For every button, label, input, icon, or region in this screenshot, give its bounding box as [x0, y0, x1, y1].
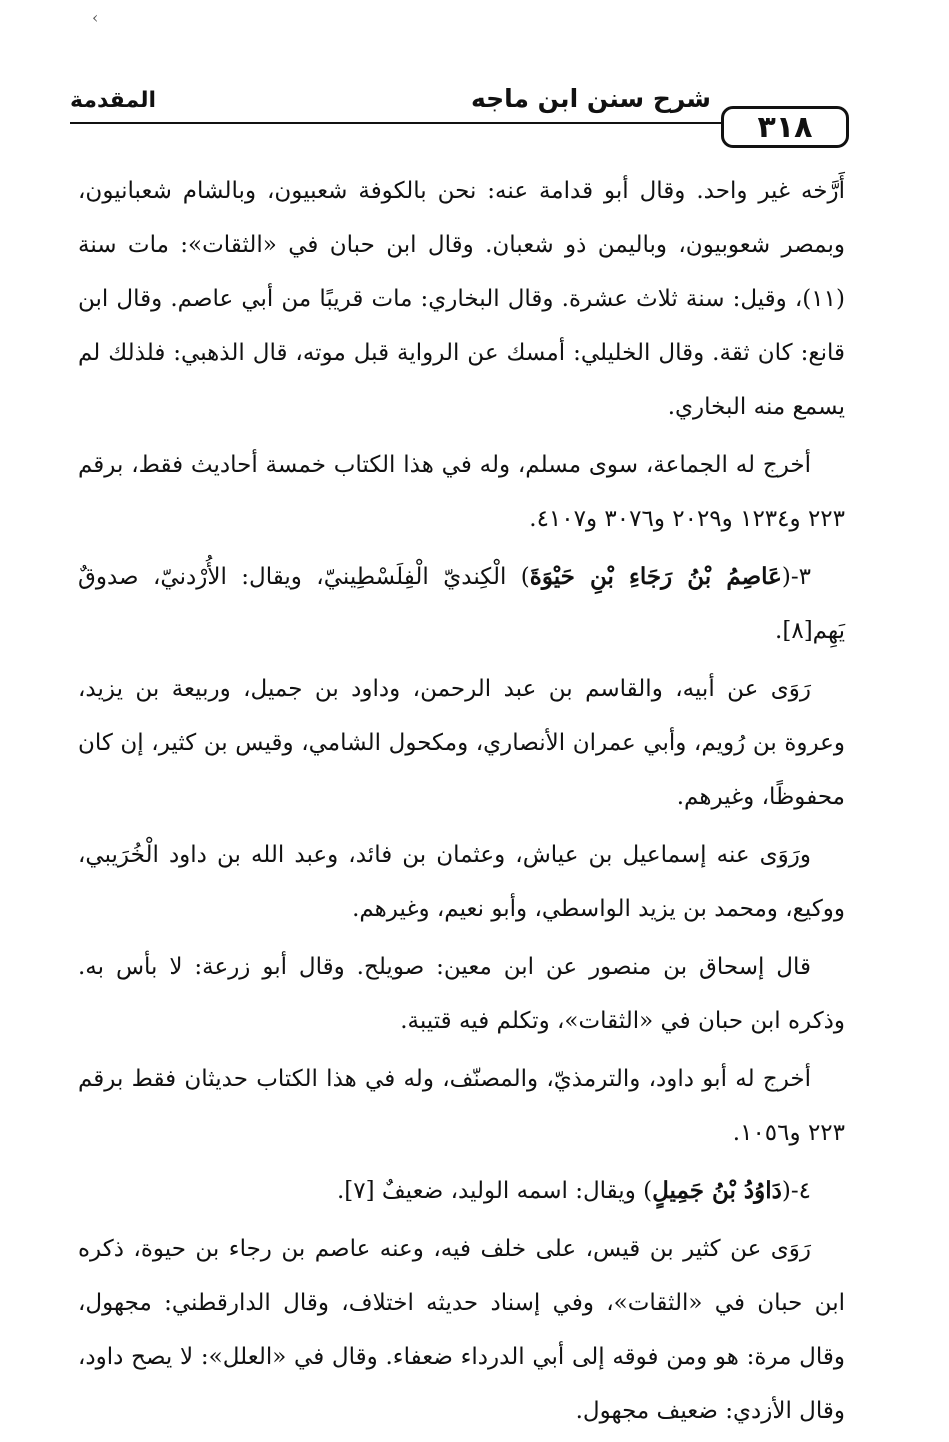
paragraph-4: رَوَى عن أبيه، والقاسم بن عبد الرحمن، وداود بن جميل، وربيعة بن يزيد، وعروة بن رُويم، وأبي عمران الأنصاري، ومكحول الشامي، وقيس بن كثير، إن كان محفوظًا، وغيرهم.: [78, 676, 845, 810]
scan-mark: ‹: [92, 8, 99, 27]
page-body: [78, 164, 845, 1442]
paragraph-2: أخرج له الجماعة، سوى مسلم، وله في هذا الكتاب خمسة أحاديث فقط، برقم ٢٢٣ و١٢٣٤ و٢٠٢٩ و٣٠٧٦ و٤١٠٧.: [78, 452, 845, 532]
entry-3-number: ٣-(: [781, 564, 812, 590]
entry-4-name: دَاوُدُ بْنُ جَمِيلٍ: [652, 1177, 782, 1204]
page-header: [70, 70, 849, 150]
page-number: ٣١٨: [721, 106, 849, 148]
entry-4-number: ٤-(: [781, 1178, 811, 1204]
book-title: شرح سنن ابن ماجه: [470, 84, 711, 113]
paragraph-9: رَوَى عن كثير بن قيس، على خلف فيه، وعنه عاصم بن رجاء بن حيوة، ذكره ابن حبان في «الثقات»، وفي إسناد حديثه اختلاف، وقال الدارقطني: مجهول، وقال مرة: هو ومن فوقه إلى أبي الدرداء ضعفاء. وقال في «العلل»: لا يصح داود، وقال الأزدي: ضعيف مجهول.: [78, 1236, 845, 1424]
entry-3-name: عَاصِمُ بْنُ رَجَاءِ بْنِ حَيْوَةَ: [529, 563, 782, 590]
section-title: المقدمة: [70, 88, 157, 113]
paragraph-5: ورَوَى عنه إسماعيل بن عياش، وعثمان بن فائد، وعبد الله بن داود الْخُرَيبي، ووكيع، ومحمد بن يزيد الواسطي، وأبو نعيم، وغيرهم.: [78, 842, 845, 922]
paragraph-6: قال إسحاق بن منصور عن ابن معين: صويلح. وقال أبو زرعة: لا بأس به. وذكره ابن حبان في «الثقات»، وتكلم فيه قتيبة.: [78, 954, 845, 1034]
paragraph-1: أَرَّخه غير واحد. وقال أبو قدامة عنه: نحن بالكوفة شعبيون، وبالشام شعبانيون، وبمصر شعوبيون، وباليمن ذو شعبان. وقال ابن حبان في «الثقات»: مات سنة (١١)، وقيل: سنة ثلاث عشرة. وقال البخاري: مات قريبًا من أبي عاصم. وقال ابن قانع: كان ثقة. وقال الخليلي: أمسك عن الرواية قبل موته، قال الذهبي: فلذلك لم يسمع منه البخاري.: [78, 178, 845, 420]
entry-4: [78, 1164, 845, 1218]
header-rule: [70, 122, 729, 124]
entry-3-text: ) الْكِنديّ الْفِلَسْطِينيّ، ويقال: الأُرْدنيّ، صدوقٌ يَهِم[٨].: [78, 564, 845, 644]
paragraph-7: أخرج له أبو داود، والترمذيّ، والمصنّف، وله في هذا الكتاب حديثان فقط برقم ٢٢٣ و١٠٥٦.: [78, 1066, 845, 1146]
entry-4-text: ) ويقال: اسمه الوليد، ضعيفٌ [٧].: [336, 1178, 653, 1204]
entry-3: [78, 550, 845, 658]
